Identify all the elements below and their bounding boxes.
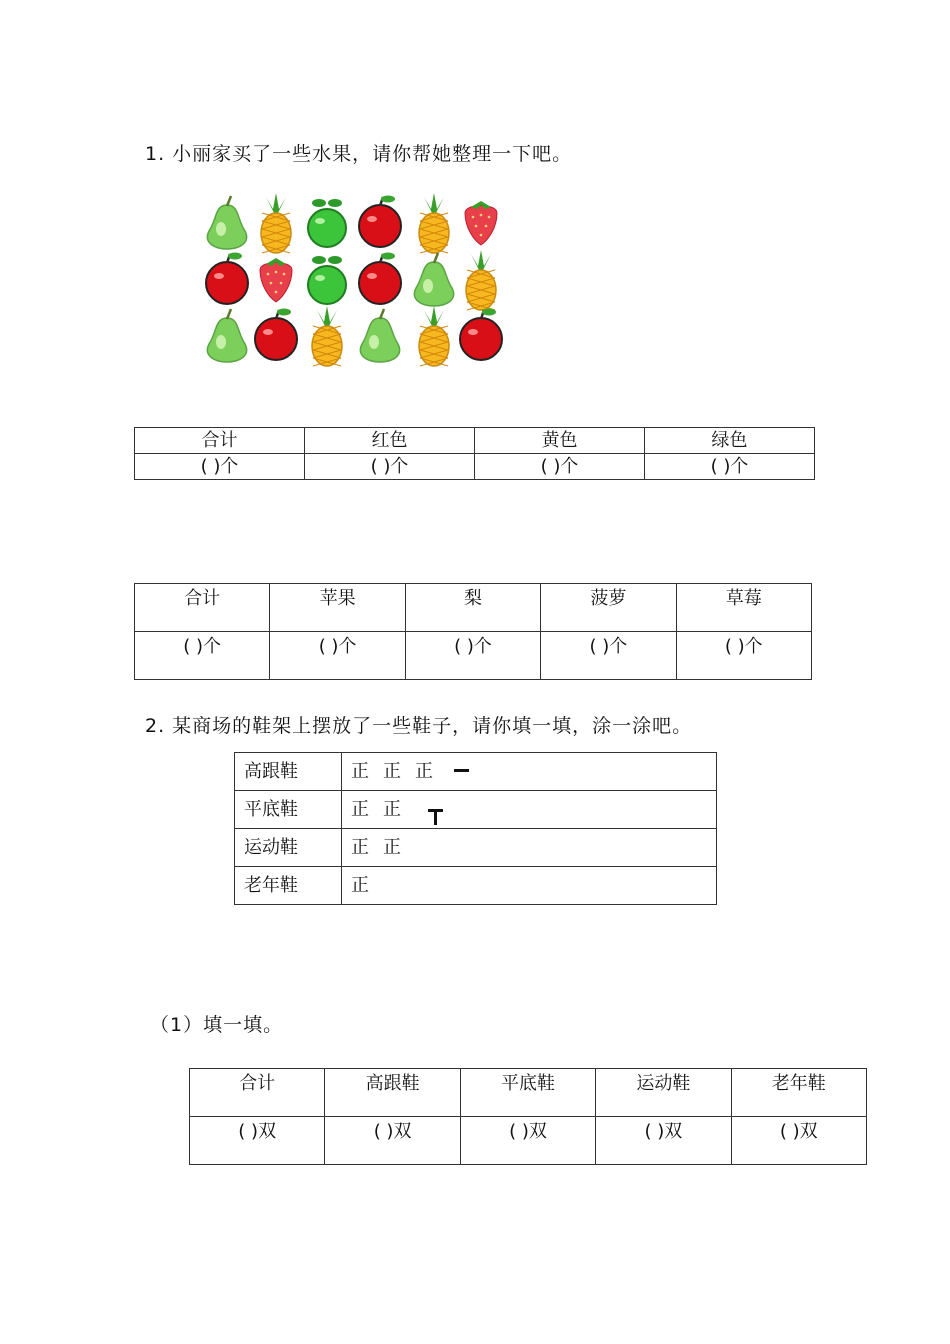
kind-table-header: 梨 — [405, 584, 540, 632]
q1-title: 1. 小丽家买了一些水果，请你帮她整理一下吧。 — [145, 143, 573, 165]
fill-table-header: 平底鞋 — [460, 1069, 595, 1117]
partial-tally-stroke — [452, 762, 472, 778]
tally-mark: 正 — [415, 760, 433, 782]
pineapple-icon — [261, 193, 291, 253]
fill-answer-blank[interactable]: ( )双 — [460, 1117, 595, 1165]
tally-marks — [342, 829, 717, 867]
red-apple-icon — [206, 253, 248, 305]
tally-marks — [342, 753, 717, 791]
tally-mark: 正 — [351, 836, 369, 858]
tally-label: 运动鞋 — [235, 829, 342, 867]
pear-icon — [207, 309, 246, 362]
color-answer-blank[interactable]: ( )个 — [645, 454, 815, 480]
q2-sub1-title: （1）填一填。 — [150, 1014, 284, 1036]
tally-mark: 正 — [383, 798, 401, 820]
fill-table-header: 高跟鞋 — [325, 1069, 460, 1117]
pear-icon — [207, 196, 246, 249]
color-table — [134, 427, 815, 480]
red-apple-icon — [359, 196, 401, 248]
tally-mark: 正 — [351, 760, 369, 782]
tally-label: 平底鞋 — [235, 791, 342, 829]
kind-answer-blank[interactable]: ( )个 — [405, 632, 540, 680]
tally-marks — [342, 791, 717, 829]
tally-table — [234, 752, 717, 905]
fruit-image — [190, 183, 520, 388]
red-apple-icon — [255, 309, 297, 361]
kind-answer-blank[interactable]: ( )个 — [270, 632, 405, 680]
fill-answer-blank[interactable]: ( )双 — [325, 1117, 460, 1165]
q2-title: 2. 某商场的鞋架上摆放了一些鞋子，请你填一填，涂一涂吧。 — [145, 715, 693, 737]
pineapple-icon — [419, 193, 449, 253]
red-apple-icon — [460, 309, 502, 361]
tally-mark: 正 — [351, 798, 369, 820]
color-answer-blank[interactable]: ( )个 — [305, 454, 475, 480]
kind-answer-blank[interactable]: ( )个 — [135, 632, 270, 680]
pear-icon — [360, 309, 399, 362]
fill-answer-blank[interactable]: ( )双 — [190, 1117, 325, 1165]
tally-mark: 正 — [351, 874, 369, 896]
fill-table-header: 合计 — [190, 1069, 325, 1117]
fill-table — [189, 1068, 867, 1165]
fill-answer-blank[interactable]: ( )双 — [596, 1117, 731, 1165]
pineapple-icon — [312, 306, 342, 366]
green-apple-icon — [308, 256, 346, 304]
pear-icon — [414, 253, 453, 306]
red-apple-icon — [359, 253, 401, 305]
kind-table-header: 草莓 — [676, 584, 811, 632]
tally-mark: 正 — [383, 836, 401, 858]
partial-tally-stroke — [426, 806, 446, 828]
fill-table-header: 老年鞋 — [731, 1069, 866, 1117]
color-answer-blank[interactable]: ( )个 — [475, 454, 645, 480]
tally-label: 高跟鞋 — [235, 753, 342, 791]
kind-table — [134, 583, 812, 680]
color-table-header: 绿色 — [645, 428, 815, 454]
pineapple-icon — [466, 250, 496, 310]
strawberry-icon — [260, 258, 292, 302]
kind-answer-blank[interactable]: ( )个 — [541, 632, 676, 680]
color-table-header: 黄色 — [475, 428, 645, 454]
color-table-header: 红色 — [305, 428, 475, 454]
green-apple-icon — [308, 199, 346, 247]
tally-mark: 正 — [383, 760, 401, 782]
strawberry-icon — [465, 201, 497, 245]
tally-label: 老年鞋 — [235, 867, 342, 905]
color-answer-blank[interactable]: ( )个 — [135, 454, 305, 480]
kind-table-header: 苹果 — [270, 584, 405, 632]
fill-table-header: 运动鞋 — [596, 1069, 731, 1117]
fill-answer-blank[interactable]: ( )双 — [731, 1117, 866, 1165]
kind-answer-blank[interactable]: ( )个 — [676, 632, 811, 680]
kind-table-header: 合计 — [135, 584, 270, 632]
pineapple-icon — [419, 306, 449, 366]
color-table-header: 合计 — [135, 428, 305, 454]
kind-table-header: 菠萝 — [541, 584, 676, 632]
tally-marks — [342, 867, 717, 905]
